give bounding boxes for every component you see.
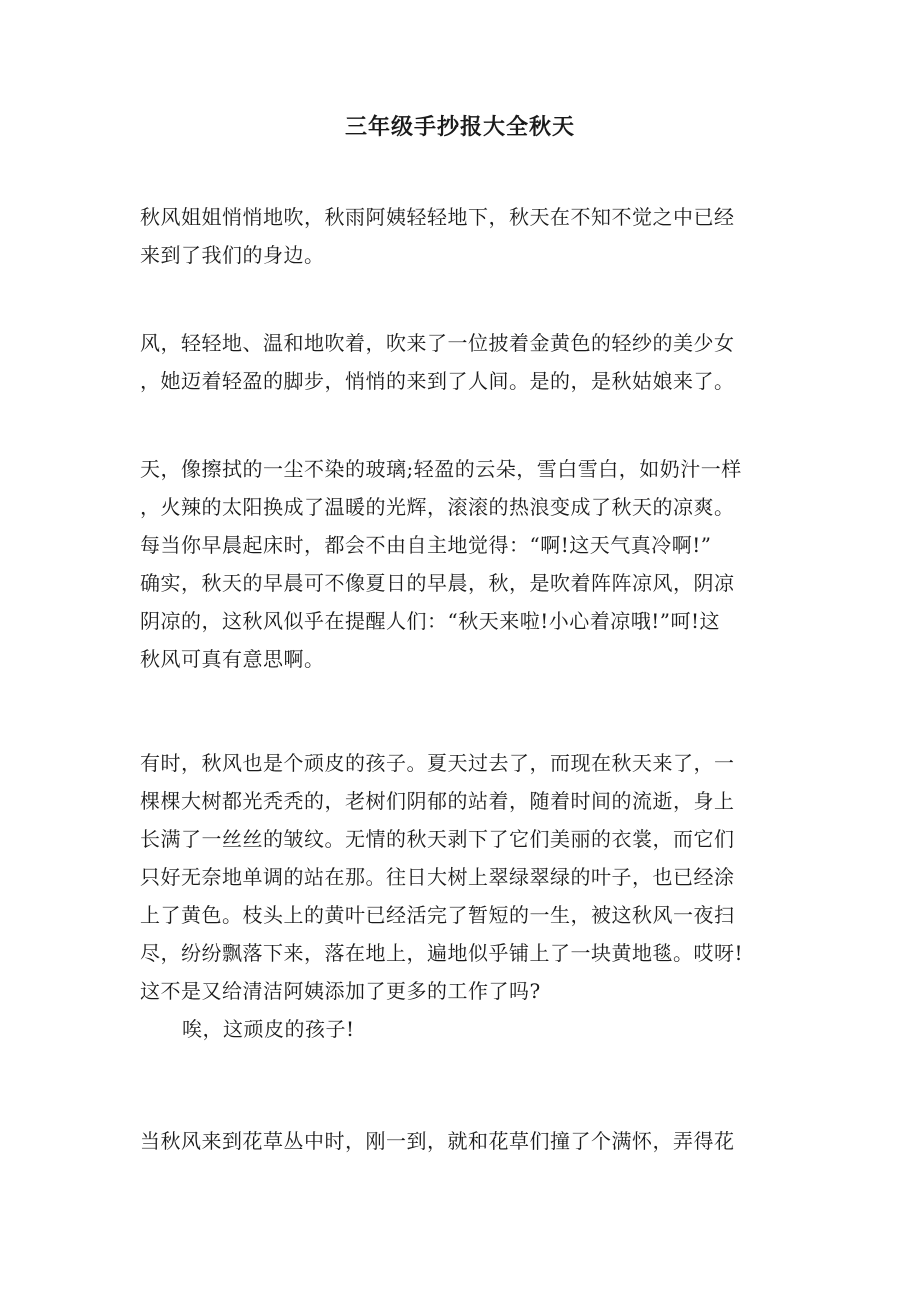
text-line: ，火辣的太阳换成了温暖的光辉，滚滚的热浪变成了秋天的凉爽。 xyxy=(140,495,735,519)
paragraph-1 xyxy=(140,198,780,274)
text-line: 棵棵大树都光秃秃的，老树们阴郁的站着，随着时间的流逝，身上 xyxy=(140,789,735,813)
text-line: ，她迈着轻盈的脚步，悄悄的来到了人间。是的，是秋姑娘来了。 xyxy=(140,369,735,393)
text-line-indented: 唉，这顽皮的孩子! xyxy=(182,1017,355,1041)
paragraph-2 xyxy=(140,324,780,400)
text-line: 当秋风来到花草丛中时，刚一到，就和花草们撞了个满怀，弄得花 xyxy=(140,1129,735,1153)
paragraph-3 xyxy=(140,450,780,678)
text-line: 风，轻轻地、温和地吹着，吹来了一位披着金黄色的轻纱的美少女 xyxy=(140,331,735,355)
text-line: 确实，秋天的早晨可不像夏日的早晨，秋，是吹着阵阵凉风，阴凉 xyxy=(140,571,735,595)
paragraph-5 xyxy=(140,1122,780,1160)
text-line: 秋风可真有意思啊。 xyxy=(140,647,325,671)
text-line: 有时，秋风也是个顽皮的孩子。夏天过去了，而现在秋天来了，一 xyxy=(140,751,735,775)
text-line: 上了黄色。枝头上的黄叶已经活完了暂短的一生，被这秋风一夜扫 xyxy=(140,903,735,927)
text-line: 天，像擦拭的一尘不染的玻璃;轻盈的云朵，雪白雪白，如奶汁一样 xyxy=(140,457,742,481)
text-line: 只好无奈地单调的站在那。往日大树上翠绿翠绿的叶子，也已经涂 xyxy=(140,865,735,889)
document-title: 三年级手抄报大全秋天 xyxy=(344,114,575,140)
text-line: 来到了我们的身边。 xyxy=(140,243,325,267)
text-line: 阴凉的，这秋风似乎在提醒人们：“秋天来啦!小心着凉哦!”呵!这 xyxy=(140,609,721,633)
text-line: 尽，纷纷飘落下来，落在地上，遍地似乎铺上了一块黄地毯。哎呀! xyxy=(140,941,744,965)
paragraph-4 xyxy=(140,744,780,1048)
text-line: 长满了一丝丝的皱纹。无情的秋天剥下了它们美丽的衣裳，而它们 xyxy=(140,827,735,851)
text-line: 这不是又给清洁阿姨添加了更多的工作了吗? xyxy=(140,979,541,1003)
text-line: 秋风姐姐悄悄地吹，秋雨阿姨轻轻地下，秋天在不知不觉之中已经 xyxy=(140,205,735,229)
text-line: 每当你早晨起床时，都会不由自主地觉得：“啊!这天气真冷啊!” xyxy=(140,533,712,557)
